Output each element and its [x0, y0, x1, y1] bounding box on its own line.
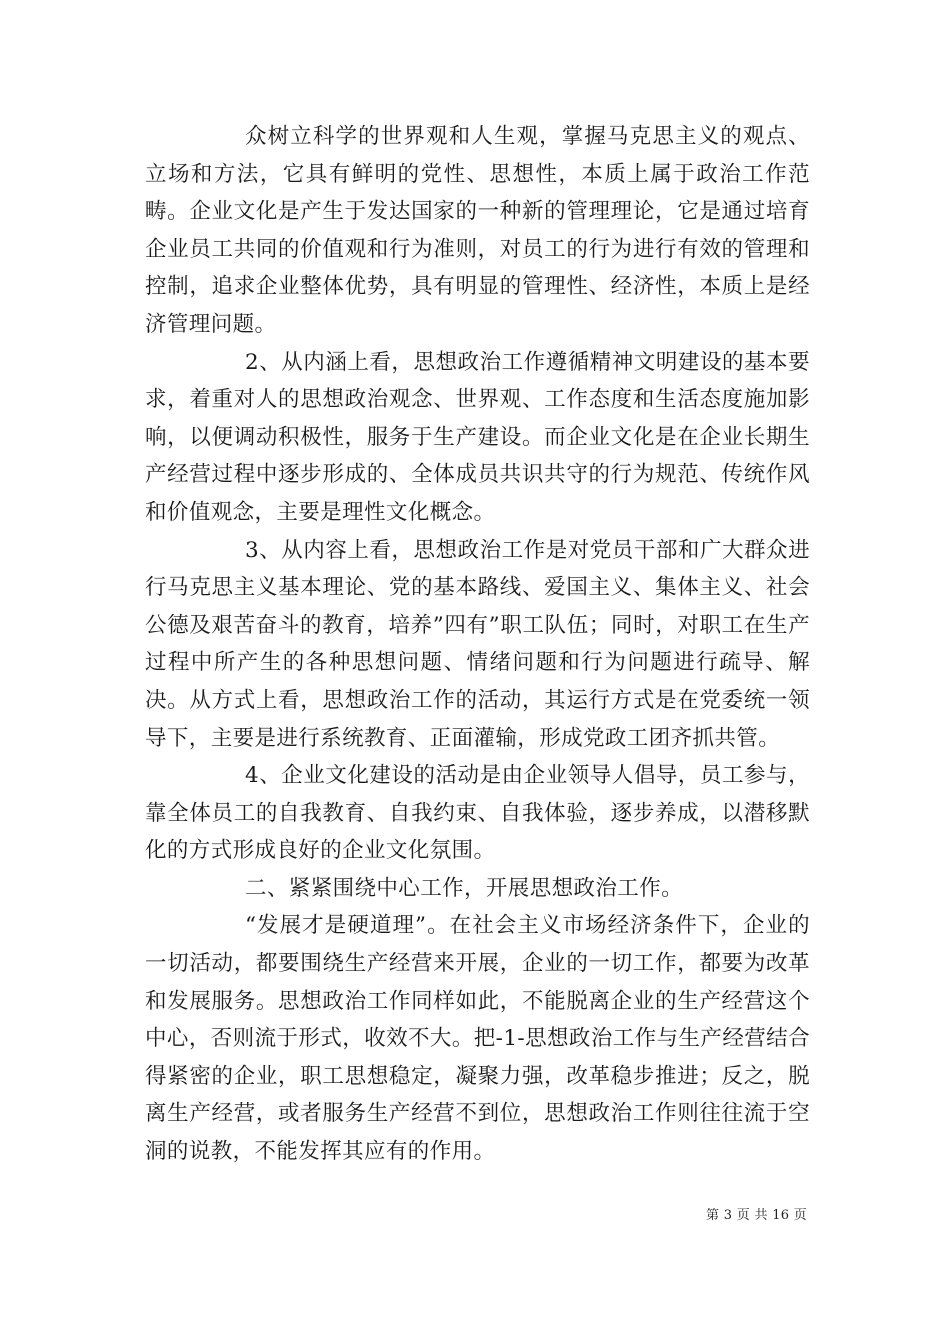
paragraph-4: 4、企业文化建设的活动是由企业领导人倡导，员工参与，靠全体员工的自我教育、自我约束、自我体验，逐步养成，以潜移默化的方式形成良好的企业文化氛围。	[145, 763, 810, 864]
paragraph-2: 2、从内涵上看，思想政治工作遵循精神文明建设的基本要求，着重对人的思想政治观念、世界观、工作态度和生活态度施加影响，以便调动积极性，服务于生产建设。而企业文化是在企业长期生产经营过程中逐步形成的、全体成员共识共守的行为规范、传统作风和价值观念，主要是理性文化概念。	[145, 349, 810, 525]
section-heading: 二、紧紧围绕中心工作，开展思想政治工作。	[245, 875, 684, 901]
document-body	[145, 118, 810, 1171]
paragraph-1: 众树立科学的世界观和人生观，掌握马克思主义的观点、立场和方法，它具有鲜明的党性、思想性，本质上属于政治工作范畴。企业文化是产生于发达国家的一种新的管理理论，它是通过培育企业员工共同的价值观和行为准则，对员工的行为进行有效的管理和控制，追求企业整体优势，具有明显的管理性、经济性，本质上是经济管理问题。	[145, 124, 810, 337]
page-number-footer: 第 3 页 共 16 页	[706, 1208, 808, 1223]
paragraph-3: 3、从内容上看，思想政治工作是对党员干部和广大群众进行马克思主义基本理论、党的基本路线、爱国主义、集体主义、社会公德及艰苦奋斗的教育，培养”四有”职工队伍；同时，对职工在生产过程中所产生的各种思想问题、情绪问题和行为问题进行疏导、解决。从方式上看，思想政治工作的活动，其运行方式是在党委统一领导下，主要是进行系统教育、正面灌输，形成党政工团齐抓共管。	[145, 537, 810, 751]
paragraph-5: “发展才是硬道理”。在社会主义市场经济条件下，企业的一切活动，都要围绕生产经营来开展，企业的一切工作，都要为改革和发展服务。思想政治工作同样如此，不能脱离企业的生产经营这个中心，否则流于形式，收效不大。把-1-思想政治工作与生产经营结合得紧密的企业，职工思想稳定，凝聚力强，改革稳步推进；反之，脱离生产经营，或者服务生产经营不到位，思想政治工作则往往流于空洞的说教，不能发挥其应有的作用。	[145, 913, 810, 1165]
